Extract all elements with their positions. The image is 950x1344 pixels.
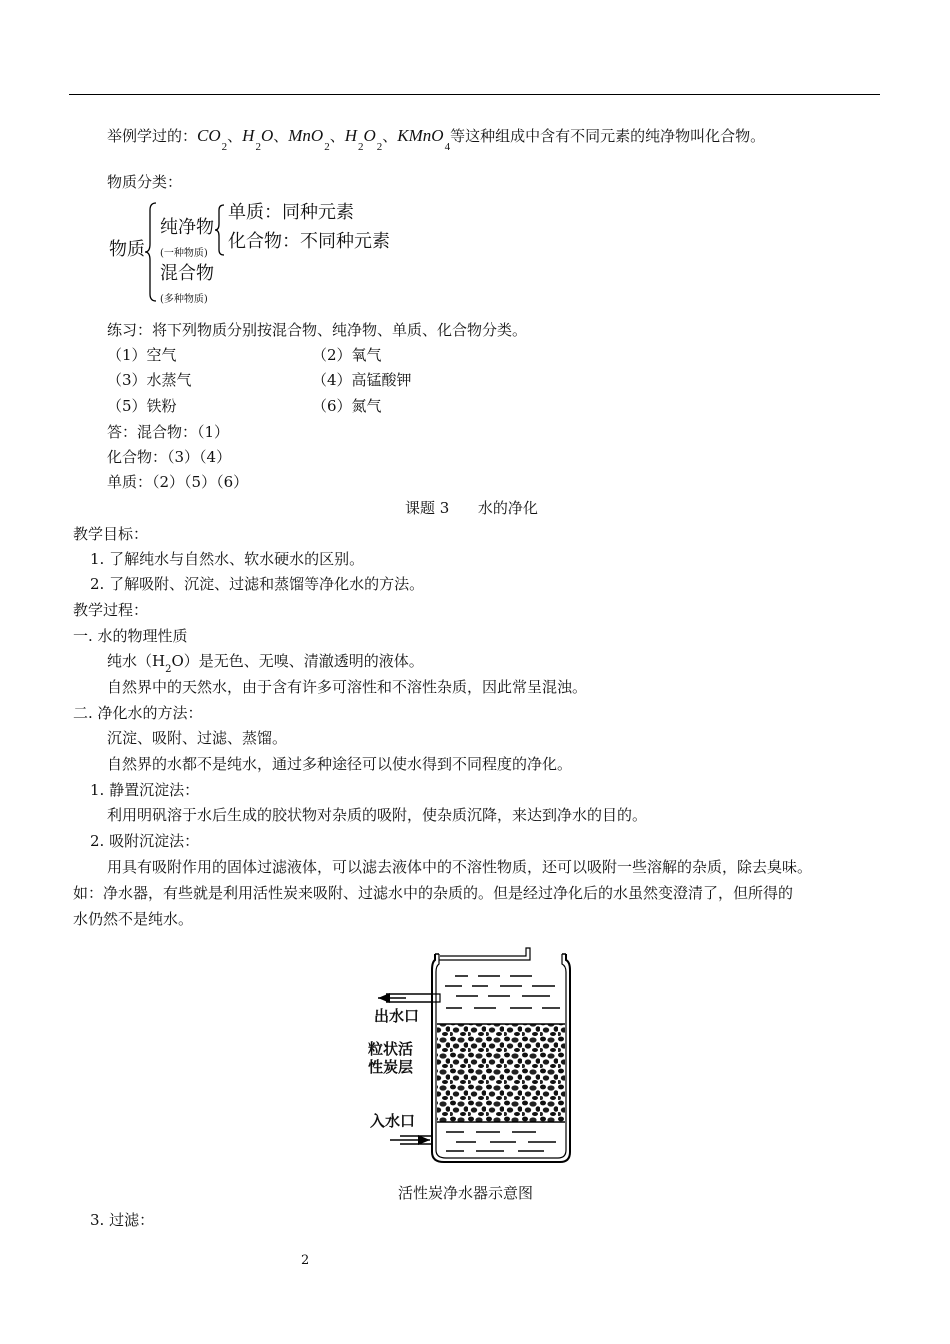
charcoal-layer-label-2: 性炭层 [368, 1058, 414, 1076]
exercise-item: （2）氧气 [312, 346, 382, 364]
method2-heading: 2. 吸附沉淀法： [90, 832, 200, 850]
exercise-item: （1）空气 [107, 346, 177, 364]
method2-text: 用具有吸附作用的固体过滤液体，可以滤去液体中的不溶性物质，还可以吸附一些溶解的杂质，除去臭味。 [107, 858, 813, 876]
answer-mixture: 答：混合物：（1） [107, 423, 230, 441]
separator: 、 [227, 127, 243, 145]
method2-text: 水仍然不是纯水。 [73, 910, 194, 928]
class-element: 单质：同种元素 [228, 202, 354, 223]
section1-heading: 一. 水的物理性质 [73, 627, 188, 645]
inlet-label: 入水口 [370, 1112, 416, 1130]
exercise-item: （6）氮气 [312, 397, 382, 415]
formula-list [197, 126, 451, 153]
intro-line [107, 126, 766, 153]
class-pure: 纯净物 [160, 217, 214, 238]
goal-item: 2. 了解吸附、沉淀、过滤和蒸馏等净化水的方法。 [90, 575, 425, 593]
method1-heading: 1. 静置沉淀法： [90, 781, 200, 799]
chemical-formula: $H_2O$ [242, 126, 274, 153]
answer-compound: 化合物：（3）（4） [107, 448, 232, 466]
goal-item: 1. 了解纯水与自然水、软水硬水的区别。 [90, 550, 365, 568]
goals-heading: 教学目标： [73, 525, 149, 543]
method1-text: 利用明矾溶于水后生成的胶状物对杂质的吸附，使杂质沉降，来达到净水的目的。 [107, 806, 648, 824]
charcoal-layer-label-1: 粒状活 [368, 1040, 414, 1058]
exercise-item: （4）高锰酸钾 [312, 371, 412, 389]
exercise-item: （3）水蒸气 [107, 371, 192, 389]
answer-element: 单质：（2）（5）（6） [107, 473, 249, 491]
methods-note: 自然界的水都不是纯水，通过多种途径可以使水得到不同程度的净化。 [107, 755, 573, 773]
separator: 、 [382, 127, 398, 145]
outer-brace [144, 202, 158, 302]
methods: 沉淀、吸附、过滤、蒸馏。 [107, 729, 288, 747]
chemical-formula: MnO$_2$ [288, 126, 330, 153]
exercise-item: （5）铁粉 [107, 397, 177, 415]
method2-text: 如：净水器，有些就是利用活性炭来吸附、过滤水中的杂质的。但是经过净化后的水虽然变澄清了，但所得的 [73, 884, 794, 902]
header-rule [69, 94, 880, 95]
class-mixture: 混合物 [160, 263, 214, 284]
outlet-label: 出水口 [374, 1007, 420, 1025]
class-mixture-note: (多种物质) [160, 294, 208, 305]
natural-water: 自然界中的天然水，由于含有许多可溶性和不溶性杂质，因此常呈混浊。 [107, 678, 588, 696]
separator: 、 [329, 127, 345, 145]
exercise-prompt: 练习：将下列物质分别按混合物、纯净物、单质、化合物分类。 [107, 321, 528, 339]
section2-heading: 二. 净化水的方法： [73, 704, 203, 722]
process-heading: 教学过程： [73, 601, 149, 619]
classification-heading: 物质分类： [107, 173, 183, 191]
pure-water-line: 纯水$(H_2O)$是无色、无嗅、清澈透明的液体。 [107, 652, 424, 675]
diagram-caption: 活性炭净水器示意图 [398, 1184, 534, 1202]
intro-prefix: 举例学过的： [107, 127, 198, 145]
chemical-formula: $CO_2$ [197, 126, 228, 153]
class-pure-note: (一种物质) [160, 248, 208, 259]
chemical-formula: $H_2O_2$ [344, 126, 383, 153]
chemical-formula: KMnO$_4$ [397, 126, 451, 153]
separator: 、 [273, 127, 289, 145]
lesson-title: 课题 3 水的净化 [405, 499, 538, 517]
intro-suffix: 等这种组成中含有不同元素的纯净物叫化合物。 [450, 127, 766, 145]
class-compound: 化合物：不同种元素 [228, 231, 390, 252]
inner-brace [214, 204, 226, 256]
method3-heading: 3. 过滤： [90, 1211, 155, 1229]
class-root: 物质 [109, 239, 145, 260]
page-number: 2 [301, 1253, 310, 1268]
